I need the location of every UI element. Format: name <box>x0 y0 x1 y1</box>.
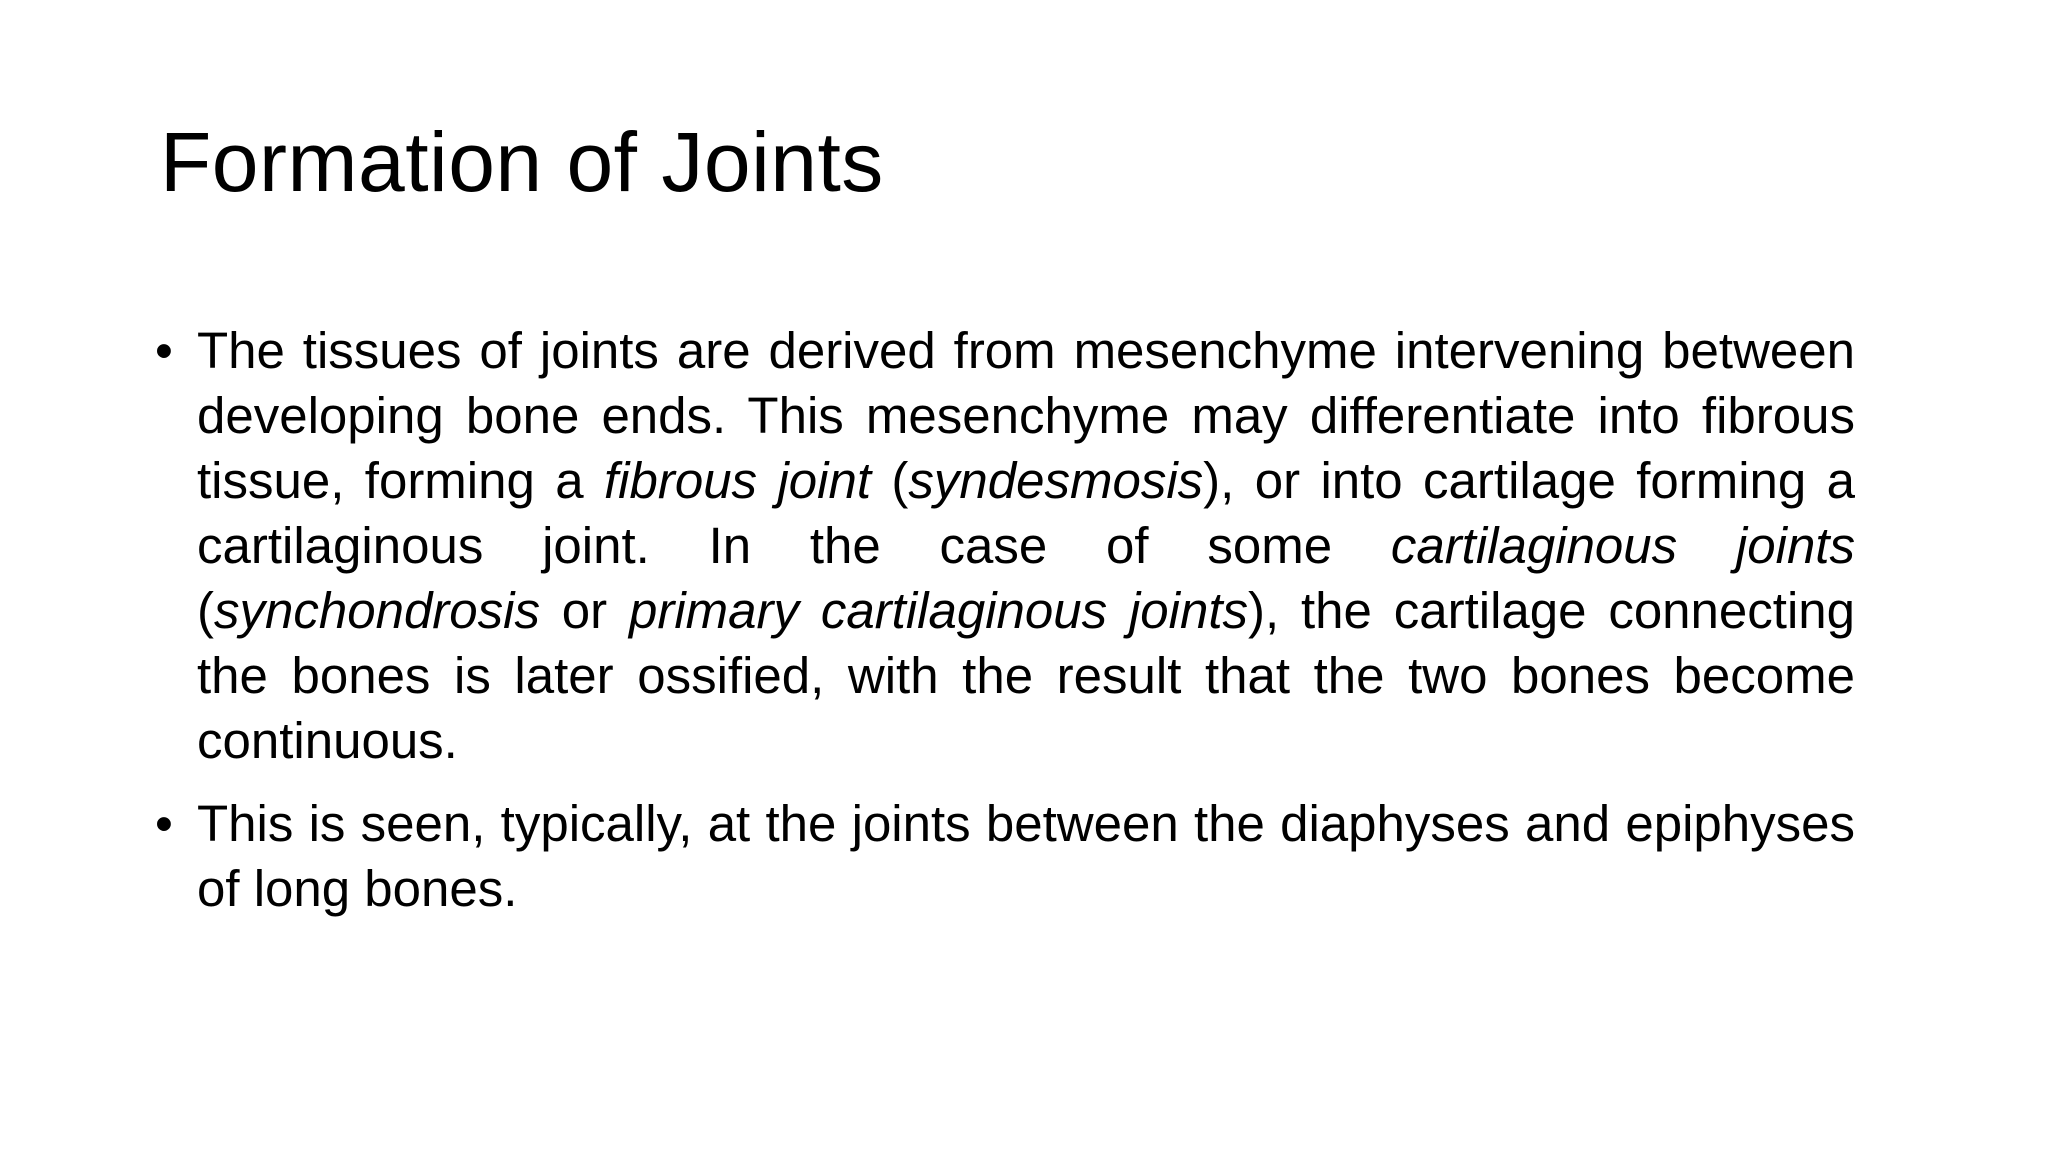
text-segment: ), or into cartilage forming a cartilaginous joint. In the case of some <box>197 452 1856 574</box>
italic-term: fibrous joint <box>603 452 872 509</box>
italic-term: syndesmosis <box>908 452 1204 509</box>
text-segment: ), the cartilage connecting the bones is later ossified, with the result that the two bones become continuous. <box>197 582 1856 769</box>
text-segment: This is seen, typically, at the joints between the diaphyses and epiphyses of long bones. <box>197 795 1855 917</box>
slide-title: Formation of Joints <box>160 115 884 209</box>
bullet-item <box>155 791 1855 921</box>
bullet-list <box>155 318 1855 939</box>
bullet-item <box>155 318 1855 773</box>
text-segment: The tissues of joints are derived from mesenchyme intervening between developing bone ends. This mesenchyme may differentiate into fibrous tissue, forming a <box>197 322 1855 509</box>
italic-term: synchondrosis <box>213 582 540 639</box>
bullet-text <box>197 322 1855 769</box>
bullet-icon: • <box>155 795 173 852</box>
italic-term: cartilaginous joints <box>1390 517 1855 574</box>
text-segment: ( <box>197 582 214 639</box>
text-segment: ( <box>871 452 909 509</box>
bullet-text <box>197 795 1855 917</box>
bullet-icon: • <box>155 322 173 379</box>
italic-term: primary cartilaginous joints <box>628 582 1249 639</box>
text-segment: or <box>539 582 629 639</box>
